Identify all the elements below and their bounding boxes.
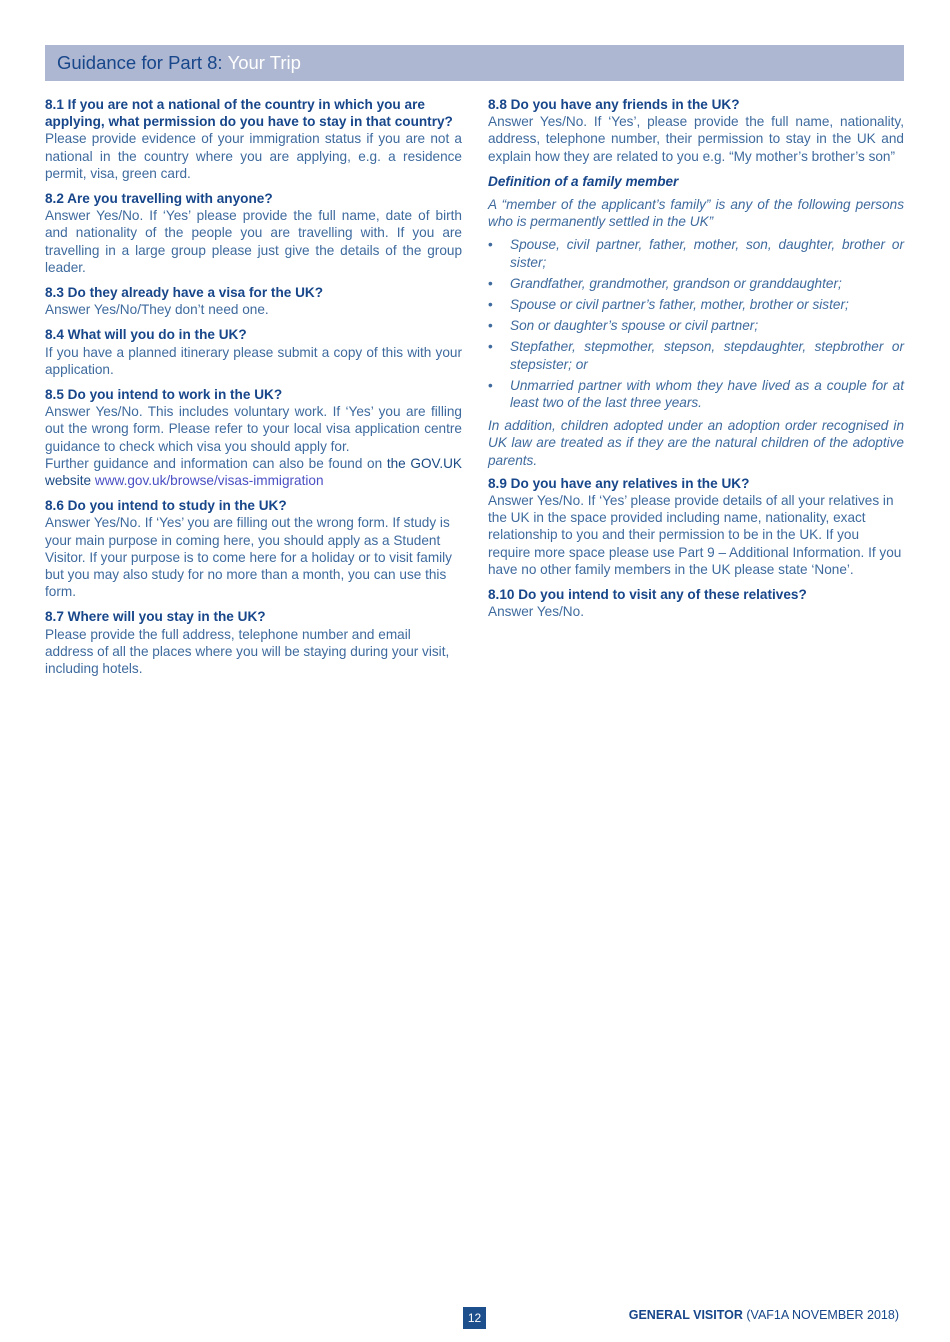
govuk-visas-link[interactable]: www.gov.uk/browse/visas-immigration [94, 473, 324, 489]
question-heading: 8.2 Are you travelling with anyone? [45, 191, 273, 207]
question-8-10 [488, 586, 904, 620]
govuk-website-label: the GOV.UK website [45, 455, 462, 489]
question-guidance: Answer Yes/No. This includes voluntary work. If ‘Yes’ you are filling out the wrong form. Please refer to your local visa application centre guidance to check which visa you should apply for. [45, 404, 462, 454]
bullet-icon: • [488, 318, 493, 334]
question-8-5 [45, 386, 462, 489]
bullet-icon: • [488, 275, 493, 291]
question-heading: 8.5 Do you intend to work in the UK? [45, 387, 283, 403]
bullet-icon: • [488, 237, 493, 253]
footer-doc-name: GENERAL VISITOR [628, 1308, 743, 1322]
question-heading: 8.6 Do you intend to study in the UK? [45, 498, 287, 514]
question-8-9 [488, 475, 904, 578]
list-item: • Unmarried partner with whom they have lived as a couple for at least two of the last three years. [488, 377, 904, 411]
question-8-6 [45, 497, 462, 600]
further-guidance-text: Further guidance and information can also be found on [45, 455, 383, 471]
question-guidance: Answer Yes/No/They don’t need one. [45, 302, 269, 318]
bullet-icon: • [488, 297, 493, 313]
page-number: 12 [463, 1307, 486, 1329]
question-8-2 [45, 190, 462, 276]
question-heading: 8.8 Do you have any friends in the UK? [488, 97, 740, 112]
section-header-prefix: Guidance for Part 8: [57, 52, 223, 73]
bullet-icon: • [488, 377, 493, 393]
section-header [45, 45, 904, 81]
question-guidance: Please provide evidence of your immigration status if you are not a national in the country where you are applying, e.g. a residence permit, visa, green card. [45, 131, 462, 181]
list-item: • Spouse, civil partner, father, mother, son, daughter, brother or sister; [488, 237, 904, 270]
question-guidance: Please provide the full address, telephone number and email address of all the places where you will be staying during your visit, including hotels. [45, 626, 450, 677]
question-guidance: If you have a planned itinerary please submit a copy of this with your application. [45, 344, 462, 377]
question-8-7 [45, 608, 462, 677]
question-8-8 [488, 96, 904, 165]
family-member-list [488, 236, 904, 411]
question-heading: 8.9 Do you have any relatives in the UK? [488, 475, 750, 491]
definition-title: Definition of a family member [488, 173, 679, 189]
question-guidance: Answer Yes/No. If ‘Yes’, please provide the full name, nationality, address, telephone number, their permission to stay in the UK and explain how they are related to you e.g. “My mother’s brother’s son” [488, 114, 904, 164]
definition-outro: In addition, children adopted under an adoption order recognised in UK law are treated as if they are the natural children of the adoptive parents. [488, 418, 904, 468]
question-heading: 8.7 Where will you stay in the UK? [45, 609, 266, 625]
question-8-1 [45, 96, 462, 182]
question-guidance: Answer Yes/No. [488, 604, 584, 620]
section-header-title: Your Trip [227, 52, 301, 73]
question-heading: 8.4 What will you do in the UK? [45, 327, 247, 343]
question-heading: 8.3 Do they already have a visa for the UK? [45, 285, 324, 301]
list-item: • Son or daughter’s spouse or civil partner; [488, 318, 759, 334]
footer-document-label [629, 1308, 899, 1322]
question-guidance: Answer Yes/No. If ‘Yes’ please provide details of all your relatives in the UK in the space provided including name, nationality, exact relationship to you and their permission to be in the UK. If you require more space please use Part 9 – Additional Information. If you have no other family members in the UK please state ‘None’. [488, 493, 902, 577]
question-8-3 [45, 284, 462, 318]
list-item: • Stepfather, stepmother, stepson, stepdaughter, stepbrother or stepsister; or [488, 339, 904, 372]
question-heading: 8.1 If you are not a national of the country in which you are applying, what permission do you have to stay in that country? [45, 97, 453, 130]
bullet-icon: • [488, 339, 493, 355]
question-heading: 8.10 Do you intend to visit any of these relatives? [488, 587, 807, 603]
footer-doc-ref: (VAF1A NOVEMBER 2018) [746, 1308, 899, 1322]
question-8-4 [45, 326, 462, 378]
list-item: • Spouse or civil partner’s father, mother, brother or sister; [488, 297, 849, 313]
left-column [45, 96, 462, 685]
right-column [488, 96, 904, 628]
list-item: • Grandfather, grandmother, grandson or granddaughter; [488, 275, 842, 291]
definition-intro: A “member of the applicant’s family” is any of the following persons who is permanently settled in the UK” [488, 197, 904, 230]
question-guidance: Answer Yes/No. If ‘Yes’ please provide the full name, date of birth and nationality of the people you are travelling with. If you are travelling in a large group please just give the details of the group leader. [45, 208, 462, 275]
further-guidance [45, 455, 462, 489]
family-member-definition [488, 173, 904, 469]
question-guidance: Answer Yes/No. If ‘Yes’ you are filling out the wrong form. If study is your main purpose in coming here, you should apply as a Student Visitor. If your purpose is to come here for a holiday or to visit family but you may also study for no more than a month, you can use this form. [45, 515, 452, 600]
